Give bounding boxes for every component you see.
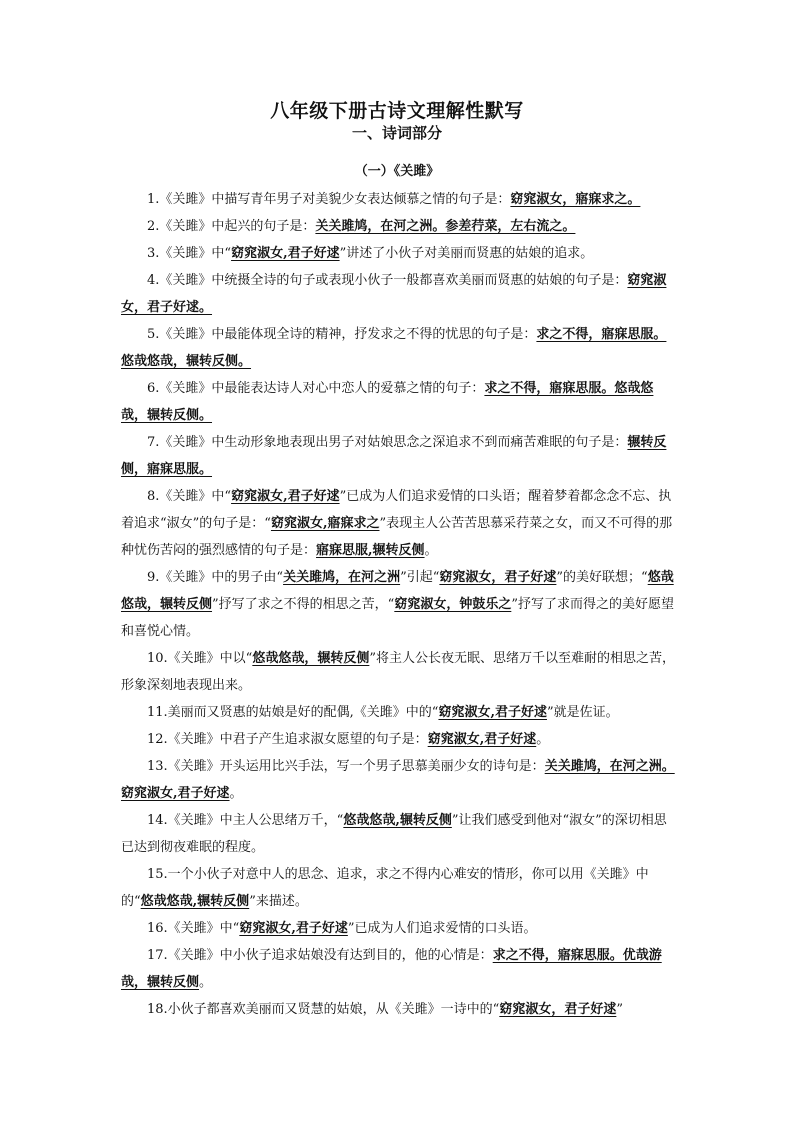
question-list — [121, 186, 677, 1023]
answer-text: 求之不得，寤寐思服。悠哉悠哉，辗转反侧。 — [121, 327, 667, 369]
question-text: 1.《关雎》中描写青年男子对美貌少女表达倾慕之情的句子是： — [147, 192, 511, 207]
answer-text: 窈窕淑女,君子好逑 — [231, 489, 340, 504]
question-text: 12.《关雎》中君子产生追求淑女愿望的句子是： — [147, 732, 428, 747]
part-heading: 一、诗词部分 — [351, 124, 442, 142]
answer-text: 辗转反侧，寤寐思服。 — [121, 435, 667, 477]
answer-text: 悠哉悠哉，辗转反侧 — [121, 570, 674, 612]
question-text: 9.《关雎》中的男子由“ — [147, 570, 284, 585]
question-text: 13.《关雎》开头运用比兴手法，写一个男子思慕美丽少女的诗句是： — [147, 759, 545, 774]
answer-text: 窈窕淑女，君子好逑 — [499, 1002, 617, 1017]
question-text: 17.《关雎》中小伙子追求姑娘没有达到目的，他的心情是： — [147, 948, 493, 963]
question-item — [121, 996, 677, 1023]
answer-text: 窈窕淑女，钟鼓乐之 — [394, 597, 512, 612]
question-text: ”表现主人公苦苦思慕采荇菜之女，而又不可得的那种忧伤苦闷的强烈感情的句子是： — [121, 516, 673, 558]
answer-text: 窈窕淑女，君子好逑。 — [121, 273, 667, 315]
question-text: ”讲述了小伙子对美丽而贤惠的姑娘的追求。 — [339, 246, 594, 261]
question-text: 。 — [229, 786, 243, 801]
answer-text: 窈窕淑女，君子好逑 — [439, 570, 557, 585]
question-text: 。 — [199, 975, 213, 990]
question-text: ” — [616, 1002, 623, 1017]
answer-text: 窈窕淑女，寤寐求之。 — [510, 192, 641, 207]
question-item — [121, 186, 677, 213]
question-text: 11.美丽而又贤惠的姑娘是好的配偶,《关雎》中的“ — [147, 705, 439, 720]
answer-text: 悠哉悠哉,辗转反侧 — [140, 894, 250, 909]
question-item — [121, 699, 677, 726]
answer-text: 窈窕淑女,君子好逑 — [239, 921, 348, 936]
answer-text: 关关雎鸠，在河之洲 — [283, 570, 401, 585]
question-text: 4.《关雎》中统摄全诗的句子或表现小伙子一般都喜欢美丽而贤惠的姑娘的句子是： — [147, 273, 628, 288]
question-text: 。 — [536, 732, 550, 747]
question-item — [121, 375, 677, 429]
question-text: 10.《关雎》中以“ — [147, 651, 253, 666]
question-item — [121, 321, 677, 375]
question-text: ”抒写了求之不得的相思之苦，“ — [212, 597, 395, 612]
question-item — [121, 942, 677, 996]
question-text: ”来描述。 — [249, 894, 308, 909]
answer-text: 关关雎鸠，在河之洲。窈窕淑女,君子好逑 — [121, 759, 675, 801]
question-item — [121, 483, 677, 564]
answer-text: 求之不得，寤寐思服。悠哉悠哉，辗转反侧。 — [121, 381, 654, 423]
question-item — [121, 645, 677, 699]
question-text: ”的美好联想；“ — [556, 570, 648, 585]
section-heading: （一）《关雎》 — [354, 164, 440, 179]
question-text: ”已成为人们追求爱情的口头语；醒着梦着都念念不忘、执着追求“淑女”的句子是：“ — [121, 489, 672, 531]
question-item — [121, 726, 677, 753]
answer-text: 窈窕淑女,君子好逑 — [427, 732, 537, 747]
question-text: 7.《关雎》中生动形象地表现出男子对姑娘思念之深追求不到而痛苦难眠的句子是： — [147, 435, 628, 450]
question-text: ”就是佐证。 — [546, 705, 619, 720]
question-text: 8.《关雎》中“ — [147, 489, 232, 504]
question-item — [121, 213, 677, 240]
answer-text: 窈窕淑女,君子好逑 — [231, 246, 340, 261]
document-title: 八年级下册古诗文理解性默写 — [270, 100, 524, 122]
question-item — [121, 753, 677, 807]
question-text: 5.《关雎》中最能体现全诗的精神，抒发求之不得的忧思的句子是： — [147, 327, 537, 342]
question-text: 14.《关雎》中主人公思绪万千，“ — [147, 813, 344, 828]
answer-text: 悠哉悠哉,辗转反侧 — [343, 813, 452, 828]
question-item — [121, 429, 677, 483]
question-text: 15.一个小伙子对意中人的思念、追求，求之不得内心难安的情形，你可以用《关雎》中的“ — [121, 867, 649, 909]
question-text: 2.《关雎》中起兴的句子是： — [147, 219, 316, 234]
question-item — [121, 240, 677, 267]
question-item — [121, 807, 677, 861]
answer-text: 窈窕淑女,寤寐求之 — [270, 516, 380, 531]
question-text: 。 — [424, 543, 438, 558]
answer-text: 求之不得，寤寐思服。优哉游哉，辗转反侧 — [121, 948, 662, 990]
question-text: 6.《关雎》中最能表达诗人对心中恋人的爱慕之情的句子： — [147, 381, 485, 396]
question-text: ”引起“ — [400, 570, 440, 585]
answer-text: 悠哉悠哉，辗转反侧 — [252, 651, 370, 666]
question-item — [121, 915, 677, 942]
answer-text: 关关雎鸠，在河之洲。参差荇菜，左右流之。 — [315, 219, 576, 234]
question-text: 16.《关雎》中“ — [147, 921, 240, 936]
question-text: ”抒写了求而得之的美好愿望和喜悦心情。 — [121, 597, 674, 639]
question-text: ”将主人公长夜无眠、思绪万千以至难耐的相思之苦，形象深刻地表现出来。 — [121, 651, 675, 693]
question-text: 18.小伙子都喜欢美丽而又贤慧的姑娘，从《关雎》一诗中的“ — [147, 1002, 500, 1017]
question-text: ”让我们感受到他对“淑女”的深切相思已达到彻夜难眠的程度。 — [121, 813, 667, 855]
answer-text: 寤寐思服,辗转反侧 — [316, 543, 425, 558]
answer-text: 窈窕淑女,君子好逑 — [438, 705, 547, 720]
question-text: 3.《关雎》中“ — [147, 246, 232, 261]
question-item — [121, 267, 677, 321]
question-text: ”已成为人们追求爱情的口头语。 — [347, 921, 537, 936]
question-item — [121, 564, 677, 645]
question-item — [121, 861, 677, 915]
